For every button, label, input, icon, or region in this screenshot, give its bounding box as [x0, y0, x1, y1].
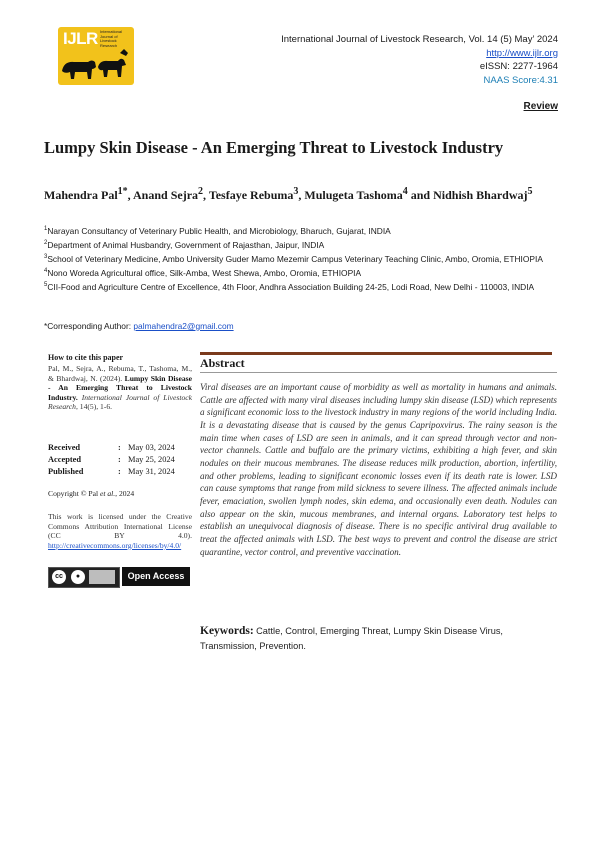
- open-access-badge[interactable]: Open Access: [122, 567, 190, 586]
- author-sup: 3: [293, 186, 299, 197]
- keywords: [200, 624, 560, 654]
- logo-small-text: International Journal of Livestock Research: [100, 29, 123, 48]
- publication-dates: [48, 442, 192, 478]
- journal-logo: [58, 27, 134, 85]
- journal-url-link[interactable]: http://www.ijlr.org: [486, 48, 558, 59]
- author-sup: 5: [527, 186, 533, 197]
- cc-icon: cc: [52, 570, 66, 584]
- author-sup: 1*: [117, 186, 128, 197]
- affiliation: $^4$Nono Woreda Agricultural office, Silk-Amba, West Shewa, Ambo, Oromia, ETHIOPIA: [44, 267, 362, 278]
- cc-by-badge[interactable]: [48, 567, 120, 588]
- author-name: Mahendra Pal: [44, 188, 118, 202]
- cite-authors: Pal, M., Sejra, A., Rebuma, T., Tashoma, M., & Bhardwaj, N. (2024).: [48, 364, 192, 383]
- corresponding-email-link[interactable]: palmahendra2@gmail.com: [133, 321, 234, 331]
- date-row: Accepted : May 25, 2024: [48, 455, 175, 464]
- author-name: Nidhish Bhardwaj: [433, 188, 528, 202]
- journal-citation-line: International Journal of Livestock Research, Vol. 14 (5) May’ 2024: [281, 34, 558, 45]
- cite-journal: International Journal of Livestock Research: [48, 392, 192, 412]
- affiliation: $^5$CII-Food and Agriculture Centre of Excellence, 4th Floor, Andhra Association Building 24-25, Lodi Road, New Delhi - 110003, INDIA: [44, 281, 535, 292]
- abstract-bar: [200, 352, 552, 355]
- cite-text: [48, 364, 192, 412]
- affiliation: $^2$Department of Animal Husbandry, Government of Rajasthan, Jaipur, INDIA: [44, 239, 325, 250]
- author-name: Tesfaye Rebuma: [208, 188, 294, 202]
- affiliation: $^3$School of Veterinary Medicine, Ambo University Guder Mamo Mezemir Campus Veterinary Teaching Clinic, Ambo, Oromia, ETHIOPIA: [44, 253, 543, 264]
- license-text: This work is licensed under the Creative Commons Attribution International License (CC BY 4.0). http://creativecommons.org/licenses/by/4.0/: [48, 512, 192, 550]
- author-sup: 4: [402, 186, 408, 197]
- by-label-box: [89, 570, 115, 584]
- author-name: Anand Sejra: [133, 188, 199, 202]
- person-icon: ●: [71, 570, 85, 584]
- cite-heading: How to cite this paper: [48, 353, 124, 362]
- date-row: Published : May 31, 2024: [48, 467, 175, 476]
- abstract-heading: Abstract: [200, 356, 245, 370]
- abstract-text: Viral diseases are an important cause of morbidity as well as mortality in humans and animals. Cattle are affected with many viral diseases including lumpy skin disease (LSD) which represents a significant economic loss to the livestock industry in many regions of the world including India. It is a devastating disease that is caused by the genus Capripoxvirus. The rainy season is the main time when cases of LSD are seen in animals, and it can spread through vector and non-vector channels. Cattle and buffalo are the primary victims, exhibiting a high fever, and skin nodules on their mucous membranes. The disease reduces milk production, abortion, infertility, and other problems, leading to significant economic losses even if its death rate is lower. LSD can cause symptoms that range from mild sickness to severe illness. The affected animals include fever, emaciation, swollen lymph nodes, skin edema, and occasionally even death. Nodules can also appear on the skin, mucous membranes, and internal organs. Laboratory test helps to establish an unequivocal diagnosis of disease. There is no specific antiviral drug available to treat the affected animals with LSD. The best ways to prevent and control the disease are strict quarantine, vector control, and preventive vaccination.: [200, 382, 557, 557]
- keywords-value: Cattle, Control, Emerging Threat, Lumpy Skin Disease Virus, Transmission, Prevention.: [200, 626, 503, 651]
- corresponding-label: *Corresponding Author:: [44, 321, 132, 331]
- paper-title: Lumpy Skin Disease - An Emerging Threat to Livestock Industry: [44, 138, 504, 157]
- livestock-silhouette-icon: [58, 47, 134, 85]
- license-link[interactable]: http://creativecommons.org/licenses/by/4.0/: [48, 540, 182, 550]
- article-type: Review: [523, 101, 558, 112]
- cite-title: Lumpy Skin Disease - An Emerging Threat to Livestock Industry.: [48, 373, 192, 402]
- cite-volume: , 14(5), 1-6.: [75, 402, 113, 412]
- naas-score: NAAS Score:4.31: [483, 75, 558, 86]
- affiliation: $^1$Narayan Consultancy of Veterinary Public Health, and Microbiology, Bharuch, Gujarat, INDIA: [44, 225, 391, 236]
- keywords-label: Keywords:: [200, 625, 254, 637]
- corresponding-author: [44, 321, 234, 331]
- affiliations: [44, 223, 564, 293]
- logo-text: IJLR: [63, 29, 98, 48]
- date-row: Received : May 03, 2024: [48, 443, 175, 452]
- abstract-divider: [200, 372, 557, 373]
- author-name: Mulugeta Tashoma: [304, 188, 403, 202]
- author-sup: 2: [198, 186, 204, 197]
- author-list: Mahendra Pal$^{1*}$, Anand Sejra$^2$, Tesfaye Rebuma$^3$, Mulugeta Tashoma$^4$ and Nidhish Bhardwaj$^5$: [44, 186, 533, 202]
- copyright: Copyright © Pal et al., 2024: [48, 489, 135, 498]
- eissn: eISSN: 2277-1964: [479, 61, 558, 72]
